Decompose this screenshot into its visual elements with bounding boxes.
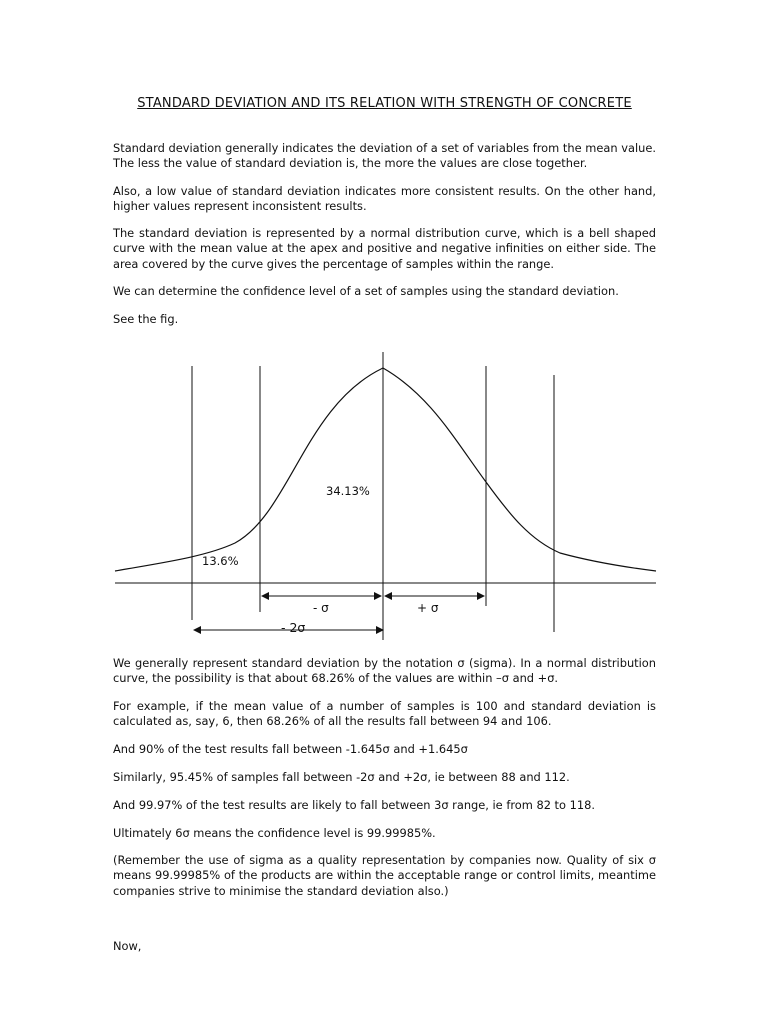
paragraph-definition: Standard deviation generally indicates the deviation of a set of variables from the mean value. The less the value of standard deviation is, the more the values are close together. <box>113 141 656 171</box>
paragraph-quality-note: (Remember the use of sigma as a quality representation by companies now. Quality of six σ means 99.99985% of the products are within the acceptable range or control limits, meantime companies strive to minimise the standard deviation also.) <box>113 853 656 898</box>
normal-distribution-figure <box>0 340 768 650</box>
paragraph-confidence-level: We can determine the confidence level of a set of samples using the standard deviation. <box>113 284 619 298</box>
paragraph-example: For example, if the mean value of a number of samples is 100 and standard deviation is calculated as, say, 6, then 68.26% of all the results fall between 94 and 106. <box>113 699 656 729</box>
bell-curve <box>115 368 656 571</box>
paragraph-95-percent: Similarly, 95.45% of samples fall between -2σ and +2σ, ie between 88 and 112. <box>113 770 570 784</box>
paragraph-normal-distribution: The standard deviation is represented by a normal distribution curve, which is a bell shaped curve with the mean value at the apex and positive and negative infinities on either side. The area covered by the curve gives the percentage of samples within the range. <box>113 226 656 271</box>
paragraph-now: Now, <box>113 939 142 953</box>
paragraph-99-percent: And 99.97% of the test results are likely to fall between 3σ range, ie from 82 to 118. <box>113 798 595 812</box>
paragraph-sigma-notation: We generally represent standard deviation by the notation σ (sigma). In a normal distribution curve, the possibility is that about 68.26% of the values are within –σ and +σ. <box>113 656 656 686</box>
label-minus-sigma: - σ <box>313 601 329 615</box>
label-center-percentage: 34.13% <box>326 484 370 498</box>
paragraph-consistency: Also, a low value of standard deviation indicates more consistent results. On the other hand, higher values represent inconsistent results. <box>113 184 656 214</box>
paragraph-six-sigma: Ultimately 6σ means the confidence level is 99.99985%. <box>113 826 436 840</box>
label-tail-percentage: 13.6% <box>202 554 239 568</box>
paragraph-see-fig: See the fig. <box>113 312 179 326</box>
label-minus-2sigma: - 2σ <box>281 620 306 635</box>
label-plus-sigma: + σ <box>417 601 439 615</box>
paragraph-90-percent: And 90% of the test results fall between -1.645σ and +1.645σ <box>113 742 468 756</box>
document-title: STANDARD DEVIATION AND ITS RELATION WITH STRENGTH OF CONCRETE <box>137 96 632 111</box>
